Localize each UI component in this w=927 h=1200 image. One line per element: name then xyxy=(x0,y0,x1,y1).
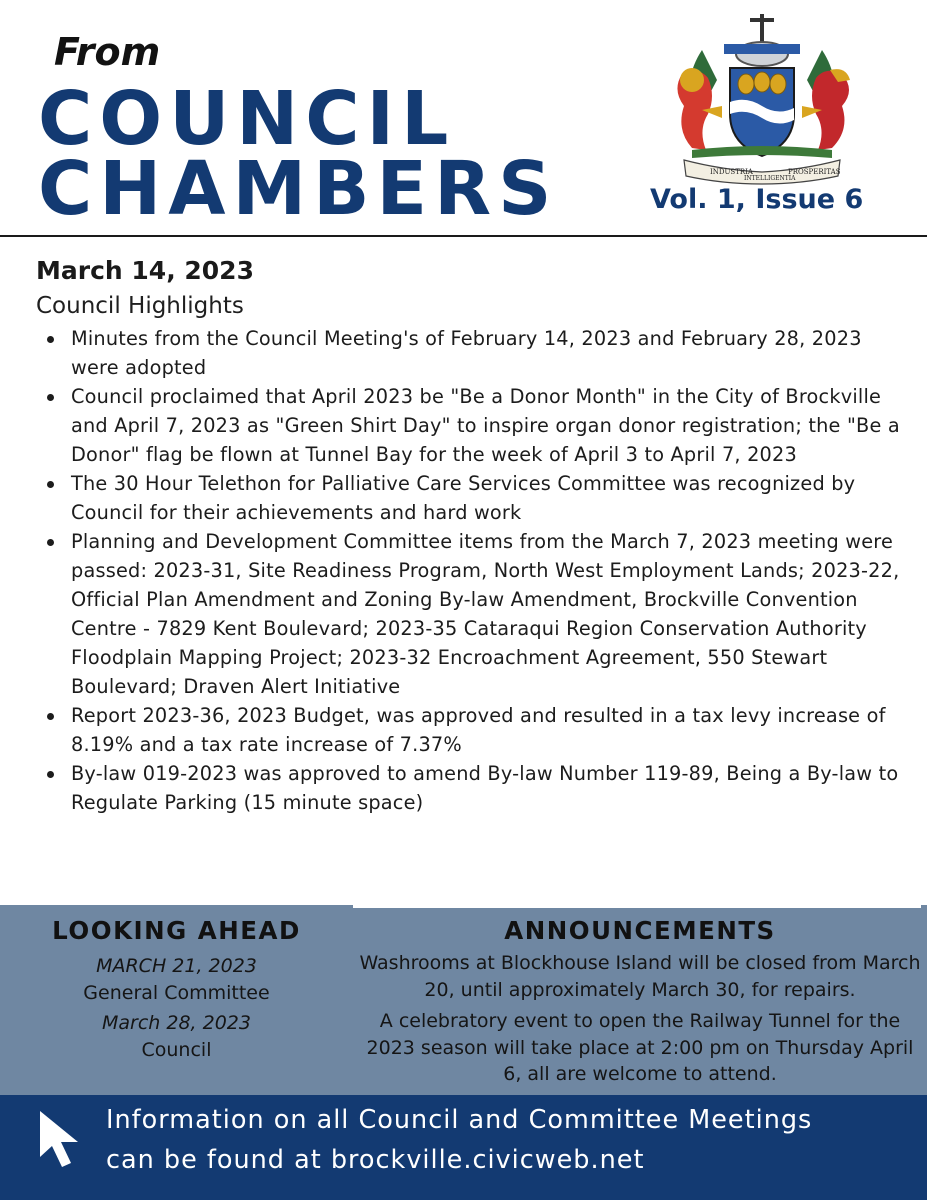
motto-industria: INDUSTRIA xyxy=(710,168,753,176)
masthead-title-line1: COUNCIL xyxy=(38,76,456,162)
masthead-title-line2: CHAMBERS xyxy=(38,146,559,232)
looking-ahead-title: LOOKING AHEAD xyxy=(52,916,301,945)
city-coat-of-arms-icon xyxy=(662,10,862,186)
list-item: By-law 019-2023 was approved to amend By-law Number 119-89, Being a By-law to Regulate Parking (15 minute space) xyxy=(40,759,900,817)
highlights-list xyxy=(40,324,900,817)
list-item: Minutes from the Council Meeting's of February 14, 2023 and February 28, 2023 were adopted xyxy=(40,324,900,382)
event-date: MARCH 21, 2023 xyxy=(96,955,257,977)
panel-top-edge xyxy=(353,905,921,908)
masthead xyxy=(0,0,927,236)
footer-text-line1: Information on all Council and Committee Meetings xyxy=(106,1105,813,1135)
meeting-date: March 14, 2023 xyxy=(36,256,254,285)
section-heading: Council Highlights xyxy=(36,293,244,319)
footer-link[interactable]: can be found at brockville.civicweb.net xyxy=(106,1145,645,1175)
list-item: Planning and Development Committee items from the March 7, 2023 meeting were passed: 2023-31, Site Readiness Program, North West Employment Lands; 2023-22, Official Plan Amendment and Zoning By-law Amendment, Brockville Convention Centre - 7829 Kent Boulevard; 2023-35 Cataraqui Region Conservation Authority Floodplain Mapping Project; 2023-32 Encroachment Agreement, 550 Stewart Boulevard; Draven Alert Initiative xyxy=(40,527,900,701)
footer-banner xyxy=(0,1095,927,1200)
header-divider xyxy=(0,235,927,237)
announcements-panel xyxy=(353,905,927,1095)
volume-issue: Vol. 1, Issue 6 xyxy=(650,184,864,215)
announcement-item: Washrooms at Blockhouse Island will be closed from March 20, until approximately March 30, for repairs. xyxy=(359,952,921,1001)
motto-prosperitas: PROSPERITAS xyxy=(788,168,841,176)
announcement-item: A celebratory event to open the Railway Tunnel for the 2023 season will take place at 2:00 pm on Thursday April 6, all are welcome to attend. xyxy=(366,1010,914,1085)
list-item: Council proclaimed that April 2023 be "Be a Donor Month" in the City of Brockville and April 7, 2023 as "Green Shirt Day" to inspire organ donor registration; the "Be a Donor" flag be flown at Tunnel Bay for the week of April 3 to April 7, 2023 xyxy=(40,382,900,469)
list-item: Report 2023-36, 2023 Budget, was approved and resulted in a tax levy increase of 8.19% and a tax rate increase of 7.37% xyxy=(40,701,900,759)
event-name: General Committee xyxy=(83,982,270,1004)
looking-ahead-panel xyxy=(0,905,353,1095)
motto-intelligentia: INTELLIGENTIA xyxy=(744,175,796,182)
masthead-from: From xyxy=(54,30,161,74)
event-name: Council xyxy=(141,1039,212,1061)
announcements-title: ANNOUNCEMENTS xyxy=(504,916,776,945)
event-date: March 28, 2023 xyxy=(102,1012,251,1034)
cursor-pointer-icon xyxy=(36,1107,86,1169)
list-item: The 30 Hour Telethon for Palliative Care Services Committee was recognized by Council for their achievements and hard work xyxy=(40,469,900,527)
